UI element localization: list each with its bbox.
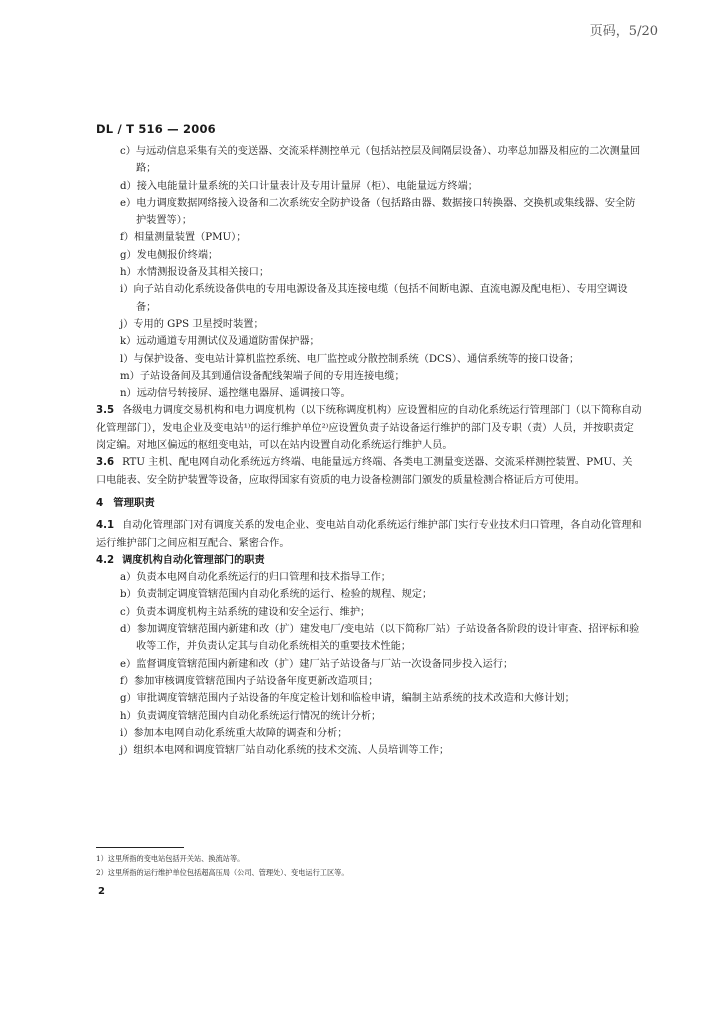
clause-4-1 bbox=[96, 517, 642, 552]
section-number: 4.2 bbox=[96, 554, 115, 566]
list-item: b）负责制定调度管辖范围内自动化系统的运行、检验的规程、规定； bbox=[120, 589, 433, 601]
document-code: DL / T 516 — 2006 bbox=[96, 122, 216, 136]
list-item: n）远动信号转接屏、遥控继电器屏、遥调接口等。 bbox=[120, 388, 351, 400]
list-item: g）审批调度管辖范围内子站设备的年度定检计划和临检申请，编制主站系统的技术改造和大修计划； bbox=[120, 693, 575, 705]
list-item: f）相量测量装置（PMU）； bbox=[120, 232, 247, 244]
list-item: c）负责本调度机构主站系统的建设和安全运行、维护； bbox=[120, 606, 371, 618]
footnote: 1）这里所指的变电站包括开关站、换流站等。 bbox=[96, 854, 245, 863]
footnotes bbox=[96, 852, 642, 880]
page-label: 页码，5/20 bbox=[589, 24, 658, 39]
section-heading-4 bbox=[96, 495, 642, 512]
list-item: c）与远动信息采集有关的变送器、交流采样测控单元（包括站控层及间隔层设备）、功率总加器及相应的二次测量回路； bbox=[120, 146, 641, 175]
footnote: 2）这里所指的运行维护单位包括超高压局（公司、管理处）、变电运行工区等。 bbox=[96, 868, 349, 877]
document-body bbox=[96, 143, 642, 759]
section-title: 管理职责 bbox=[113, 496, 155, 509]
list-item: i）向子站自动化系统设备供电的专用电源设备及其连接电缆（包括不间断电源、直流电源及配电柜）、专用空调设备； bbox=[120, 284, 628, 313]
page-number: 2 bbox=[98, 886, 105, 897]
footnote-divider bbox=[96, 847, 184, 848]
list-item: i）参加本电网自动化系统重大故障的调查和分析； bbox=[120, 727, 348, 739]
item-list-4-2 bbox=[96, 569, 642, 759]
section-title: 调度机构自动化管理部门的职责 bbox=[122, 554, 265, 566]
list-item: m）子站设备间及其到通信设备配线架端子间的专用连接电缆； bbox=[120, 370, 405, 382]
list-item: e）监督调度管辖范围内新建和改（扩）建厂站子站设备与厂站一次设备同步投入运行； bbox=[120, 658, 514, 670]
clause-text: 自动化管理部门对有调度关系的发电企业、变电站自动化系统运行维护部门实行专业技术归口管理，各自动化管理和运行维护部门之间应相互配合、紧密合作。 bbox=[96, 520, 642, 549]
clause-3-5 bbox=[96, 402, 642, 454]
list-item: k）远动通道专用测试仪及通道防雷保护器； bbox=[120, 336, 320, 348]
clause-text: 各级电力调度交易机构和电力调度机构（以下统称调度机构）应设置相应的自动化系统运行管理部门（以下简称自动化管理部门），发电企业及变电站¹⁾的运行维护单位²⁾应设置负责子站设备运行维护的部门及专职（责）人员，并按职责定岗定编。对地区偏远的枢纽变电站，可以在站内设置自动化系统运行维护人员。 bbox=[96, 405, 642, 452]
section-number: 4 bbox=[96, 496, 104, 509]
clause-number: 3.5 bbox=[96, 405, 115, 417]
list-item: g）发电侧报价终端； bbox=[120, 249, 219, 261]
list-item: e）电力调度数据网络接入设备和二次系统安全防护设备（包括路由器、数据接口转换器、交换机或集线器、安全防护装置等）； bbox=[120, 197, 636, 227]
list-item: a）负责本电网自动化系统运行的归口管理和技术指导工作； bbox=[120, 572, 391, 584]
list-item: f）参加审核调度管辖范围内子站设备年度更新改造项目； bbox=[120, 675, 379, 687]
list-item: j）组织本电网和调度管辖厂站自动化系统的技术交流、人员培训等工作； bbox=[120, 745, 450, 757]
list-item: h）水情测报设备及其相关接口； bbox=[120, 267, 270, 279]
list-item: d）接入电能量计量系统的关口计量表计及专用计量屏（柜）、电能量远方终端； bbox=[120, 180, 478, 192]
clause-text: RTU 主机、配电网自动化系统远方终端、电能量远方终端、各类电工测量变送器、交流采样测控装置、PMU、关口电能表、安全防护装置等设备，应取得国家有资质的电力设备检测部门颁发的质量检测合格证后方可使用。 bbox=[96, 457, 633, 486]
list-item: d）参加调度管辖范围内新建和改（扩）建发电厂/变电站（以下简称厂站）子站设备各阶段的设计审查、招评标和验收等工作，并负责认定其与自动化系统相关的重要技术性能； bbox=[120, 624, 640, 653]
item-list-3-4 bbox=[96, 143, 642, 402]
section-heading-4-2 bbox=[96, 552, 642, 569]
list-item: j）专用的 GPS 卫星授时装置； bbox=[120, 318, 264, 330]
clause-number: 4.1 bbox=[96, 520, 115, 532]
list-item: l）与保护设备、变电站计算机监控系统、电厂监控或分散控制系统（DCS）、通信系统等的接口设备； bbox=[120, 353, 580, 365]
clause-3-6 bbox=[96, 454, 642, 489]
list-item: h）负责调度管辖范围内自动化系统运行情况的统计分析； bbox=[120, 710, 382, 722]
clause-number: 3.6 bbox=[96, 457, 115, 469]
